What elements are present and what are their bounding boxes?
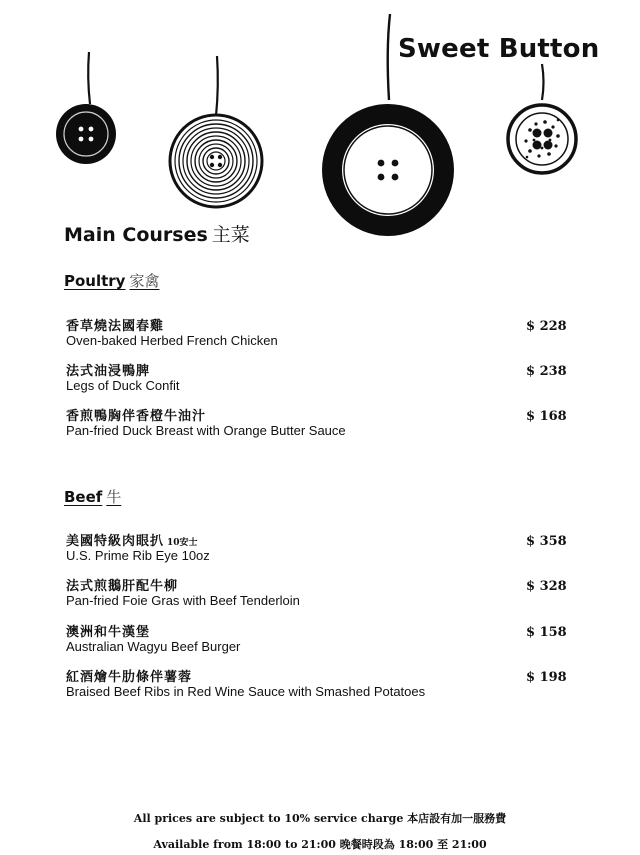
menu-item-price: $ 158 <box>526 625 567 640</box>
menu-item <box>66 360 566 396</box>
menu-item <box>66 405 566 441</box>
category-title-zh: 牛 <box>106 488 122 506</box>
category-title-zh: 家禽 <box>129 272 160 290</box>
menu-item-price: $ 238 <box>526 364 567 379</box>
menu-item <box>66 575 566 611</box>
menu-item-name-zh: 法式煎鵝肝配牛柳 <box>66 579 179 594</box>
restaurant-name: Sweet Button <box>398 34 600 64</box>
menu-item <box>66 315 566 351</box>
menu-item-name-en: U.S. Prime Rib Eye 10oz <box>66 548 210 563</box>
menu-item-price: $ 228 <box>526 319 567 334</box>
spiral-button-icon <box>170 56 262 207</box>
menu-item <box>66 530 566 566</box>
menu-item-name-zh: 紅酒燴牛肋條伴薯蓉 <box>66 670 193 685</box>
menu-item <box>66 666 566 702</box>
category-title-en: Beef <box>64 488 103 506</box>
menu-item-price: $ 198 <box>526 670 567 685</box>
main-courses-heading <box>64 220 250 247</box>
menu-item-name-en: Oven-baked Herbed French Chicken <box>66 333 278 348</box>
service-charge-note: All prices are subject to 10% service charge 本店設有加一服務費 <box>133 812 507 825</box>
menu-item-name-zh: 香煎鴨胸伴香橙牛油汁 <box>66 409 207 424</box>
menu-item-name-en: Pan-fried Foie Gras with Beef Tenderloin <box>66 593 300 608</box>
small-four-hole-button-icon <box>56 52 116 164</box>
menu-item <box>66 621 566 657</box>
menu-item-name-zh: 法式油浸鴨脾 <box>66 364 151 379</box>
category-title-en: Poultry <box>64 272 126 290</box>
menu-item-name-zh <box>66 530 198 549</box>
menu-item-price: $ 168 <box>526 409 567 424</box>
dotted-button-icon <box>508 64 576 173</box>
availability-note: Available from 18:00 to 21:00 晚餐時段為 18:00 至 21:00 <box>153 838 487 851</box>
menu-item-name-en: Australian Wagyu Beef Burger <box>66 639 241 654</box>
menu-item-name-zh-note: 10安士 <box>167 538 198 548</box>
menu-item-price: $ 328 <box>526 579 567 594</box>
category-title-poultry <box>64 270 159 291</box>
menu-item-name-en: Legs of Duck Confit <box>66 378 180 393</box>
menu-item-name-en: Pan-fried Duck Breast with Orange Butter Sauce <box>66 423 346 438</box>
menu-item-name-en: Braised Beef Ribs in Red Wine Sauce with Smashed Potatoes <box>66 684 426 699</box>
menu-item-name-zh-main: 美國特級肉眼扒 <box>66 534 165 549</box>
category-title-beef <box>64 486 121 507</box>
menu-item-price: $ 358 <box>526 534 567 549</box>
menu-item-name-zh: 香草燒法國春雞 <box>66 319 165 334</box>
main-courses-heading-zh: 主菜 <box>211 224 250 246</box>
main-courses-heading-en: Main Courses <box>64 224 208 246</box>
menu-item-name-zh: 澳洲和牛漢堡 <box>66 625 151 640</box>
